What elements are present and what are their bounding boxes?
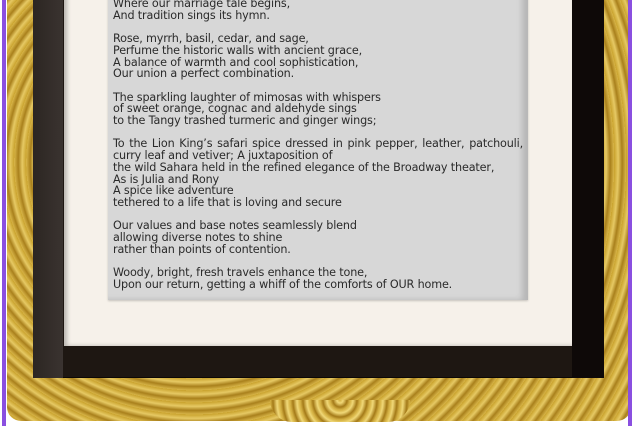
poem-line: Where our marriage tale begins, <box>113 0 290 10</box>
stanza-1 <box>113 0 523 21</box>
poem-line: As is Julia and Rony <box>113 172 219 186</box>
poem-line: Perfume the historic walls with ancient grace, <box>113 43 363 57</box>
poem-line: rather than points of contention. <box>113 242 291 256</box>
stanza-4 <box>113 138 523 208</box>
poem-line: Upon our return, getting a whiff of the comforts of OUR home. <box>113 277 453 291</box>
poem-line: allowing diverse notes to shine <box>113 231 283 244</box>
poem-line: the wild Sahara held in the refined elegance of the Broadway theater, <box>113 160 495 174</box>
poem-line: And tradition sings its hymn. <box>113 8 270 22</box>
poem-line: A spice like adventure <box>113 184 234 198</box>
poem-text <box>113 0 523 302</box>
poem-line: Woody, bright, fresh travels enhance the tone, <box>113 266 368 280</box>
poem-line: Our values and base notes seamlessly blend <box>113 219 357 233</box>
frame-ornament <box>270 400 410 422</box>
poem-line: of sweet orange, cognac and aldehyde sings <box>113 102 357 116</box>
poem-line: Our union a perfect combination. <box>113 67 294 81</box>
poem-line: to the Tangy trashed turmeric and ginger wings; <box>113 114 377 127</box>
poem-line: A balance of warmth and cool sophistication, <box>113 55 359 69</box>
stanza-5 <box>113 220 523 255</box>
stanza-2 <box>113 33 523 80</box>
poem-line: tethered to a life that is loving and secure <box>113 195 342 209</box>
stanza-3 <box>113 92 523 127</box>
poem-line: To the Lion King’s safari spice dressed in pink pepper, leather, patchouli, <box>113 137 523 151</box>
stanza-6 <box>113 267 523 290</box>
poem-line: The sparkling laughter of mimosas with whispers <box>113 90 381 104</box>
poem-line: curry leaf and vetiver; A juxtaposition of <box>113 149 333 163</box>
poem-line: Rose, myrrh, basil, cedar, and sage, <box>113 32 309 46</box>
